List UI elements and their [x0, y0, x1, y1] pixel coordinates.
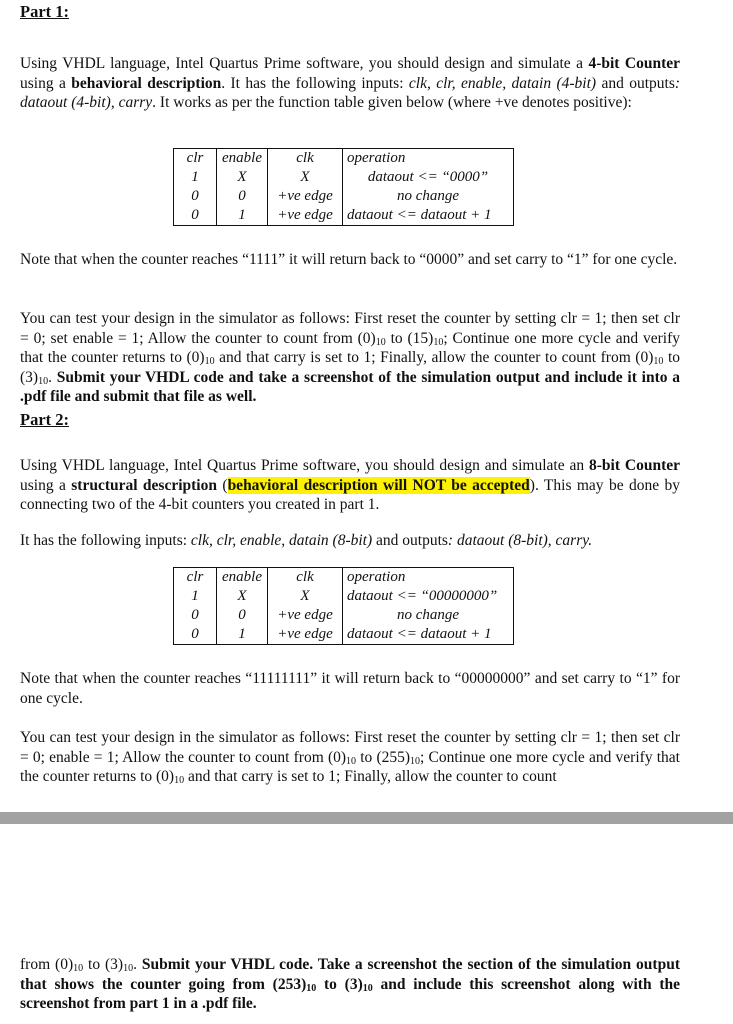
table-header-row [174, 149, 514, 169]
header-enable: enable [217, 149, 268, 169]
table-header-row [174, 568, 514, 588]
table-cell: 0 [174, 625, 217, 645]
table-cell: 1 [217, 206, 268, 226]
table-row [174, 606, 514, 625]
table-cell: dataout <= “0000” [343, 168, 514, 187]
table-cell: dataout <= “00000000” [343, 587, 514, 606]
part1-function-table [173, 148, 514, 226]
part1-note: Note that when the counter reaches “1111” it will return back to “0000” and set carry to “1” for one cycle. [20, 251, 678, 268]
part2-test-instructions: You can test your design in the simulator as follows: First reset the counter by setting clr = 1; then set clr = 0; enable = 1; Allow the counter to count from $(0)_{10}$ to $(255)_{10}$; Continue one more cycle and verify that the counter returns to $(0)_{10}$ and that carry is set to 1; Finally, allow the counter to count [20, 729, 680, 786]
table-row [174, 625, 514, 645]
table-row [174, 168, 514, 187]
table-cell: 0 [217, 187, 268, 206]
table-cell: 1 [174, 587, 217, 606]
table-cell: 0 [174, 606, 217, 625]
header-enable: enable [217, 568, 268, 588]
table-cell: 1 [217, 625, 268, 645]
part2-note: Note that when the counter reaches “11111111” it will return back to “00000000” and set carry to “1” for one cycle. [20, 670, 680, 707]
header-clk: clk [268, 568, 343, 588]
table-cell: 0 [174, 206, 217, 226]
table-row [174, 206, 514, 226]
table-cell: X [217, 587, 268, 606]
part1-test-instructions: You can test your design in the simulator as follows: First reset the counter by setting clr = 1; then set clr = 0; set enable = 1; Allow the counter to count from $(0)_{10}$ to $(15)_{10}$; Continue one more cycle and verify that the counter returns to $(0)_{10}$ and that carry is set to 1; Finally, allow the counter to count from $(0)_{10}$ to $(3)_{10}$. Submit your VHDL code and take a screenshot of the simulation output and include it into a .pdf file and submit that file as well. [20, 310, 681, 405]
table-cell: X [217, 168, 268, 187]
table-cell: X [268, 168, 343, 187]
table-cell: dataout <= dataout + 1 [343, 625, 514, 645]
table-cell: +ve edge [268, 187, 343, 206]
page-break-divider [0, 812, 733, 824]
highlighted-warning: behavioral description will NOT be accepted [227, 476, 530, 494]
table-cell: 0 [217, 606, 268, 625]
part2-test-continued: from $(0)_{10}$ to $(3)_{10}$. Submit your VHDL code. Take a screenshot the section of the simulation output that shows the counter going from $(253)_{10}$ to $(3)_{10}$ and include this screenshot along with the screenshot from part 1 in a .pdf file. [20, 956, 680, 1012]
header-clr: clr [174, 568, 217, 588]
part1-heading: Part 1: [20, 2, 70, 21]
header-clr: clr [174, 149, 217, 169]
table-cell: no change [343, 187, 514, 206]
header-operation: operation [343, 149, 514, 169]
part2-heading: Part 2: [20, 410, 70, 429]
table-cell: +ve edge [268, 625, 343, 645]
table-cell: X [268, 587, 343, 606]
table-cell: dataout <= dataout + 1 [343, 206, 514, 226]
part2-function-table [173, 567, 514, 645]
table-cell: no change [343, 606, 514, 625]
header-clk: clk [268, 149, 343, 169]
table-row [174, 587, 514, 606]
table-cell: 0 [174, 187, 217, 206]
table-cell: +ve edge [268, 606, 343, 625]
part2-intro: Using VHDL language, Intel Quartus Prime software, you should design and simulate an 8-bit Counter using a structural description (behavioral description will NOT be accepted). This may be done by connecting two of the 4-bit counters you created in part 1. [20, 457, 680, 513]
table-cell: 1 [174, 168, 217, 187]
part2-inputs: It has the following inputs: clk, clr, enable, datain (8-bit) and outputs: dataout (8-bit), carry. [20, 532, 593, 549]
header-operation: operation [343, 568, 514, 588]
part1-intro: Using VHDL language, Intel Quartus Prime software, you should design and simulate a 4-bit Counter using a behavioral description. It has the following inputs: clk, clr, enable, datain (4-bit) and outputs: dataout (4-bit), carry. It works as per the function table given below (where +ve denotes positive): [20, 55, 681, 111]
table-row [174, 187, 514, 206]
table-cell: +ve edge [268, 206, 343, 226]
